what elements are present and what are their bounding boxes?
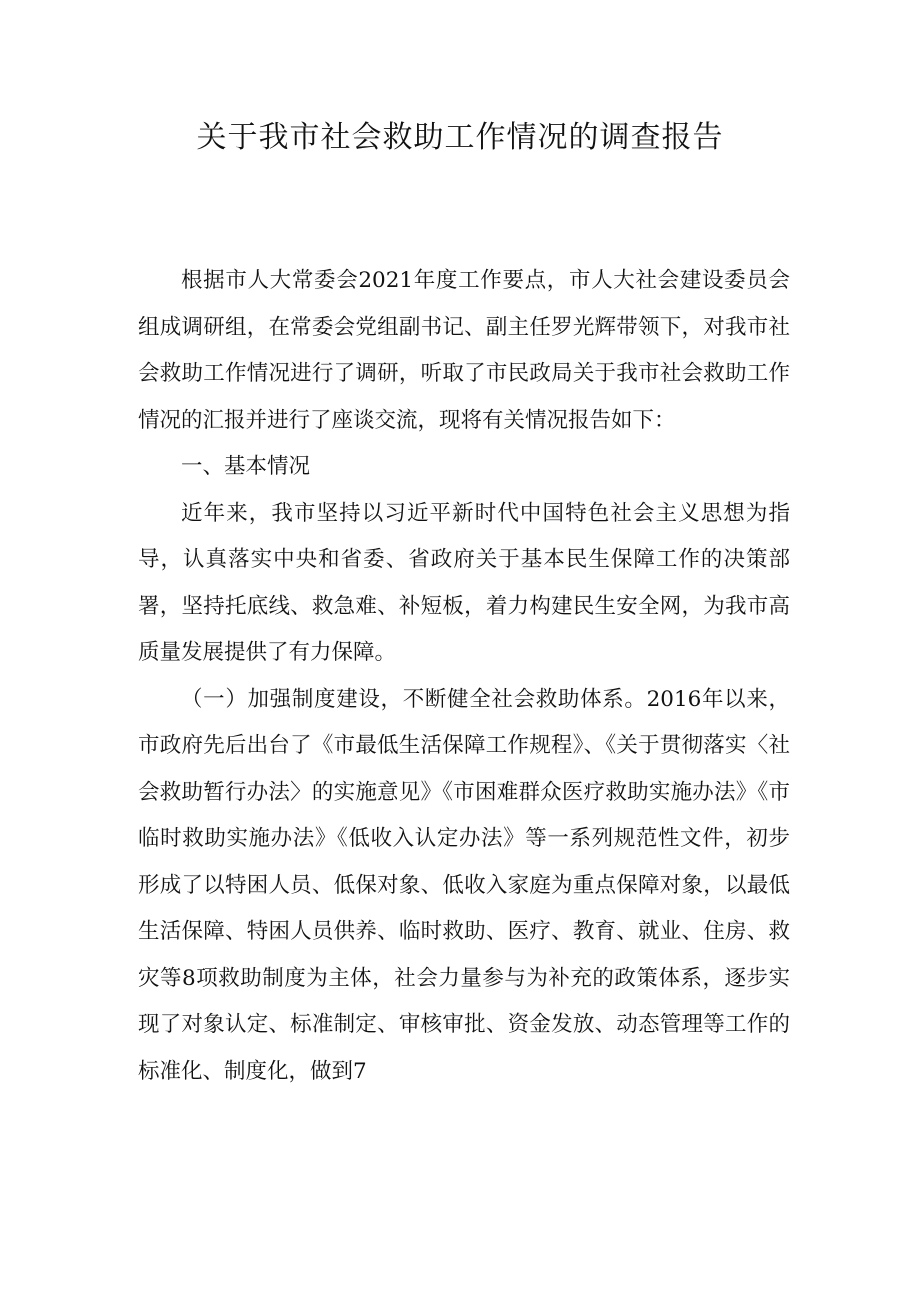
- intro-paragraph: 根据市人大常委会2021年度工作要点，市人大社会建设委员会组成调研组，在常委会党组副书记、副主任罗光辉带领下，对我市社会救助工作情况进行了调研，听取了市民政局关于我市社会救助工作情况的汇报并进行了座谈交流，现将有关情况报告如下：: [138, 268, 790, 433]
- institution-building-paragraph: （一）加强制度建设，不断健全社会救助体系。2016年以来，市政府先后出台了《市最低生活保障工作规程》、《关于贯彻落实〈社会救助暂行办法〉的实施意见》《市困难群众医疗救助实施办法》《市临时救助实施办法》《低收入认定办法》等一系列规范性文件，初步形成了以特困人员、低保对象、低收入家庭为重点保障对象，以最低生活保障、特困人员供养、临时救助、医疗、教育、就业、住房、救灾等8项救助制度为主体，社会力量参与为补充的政策体系，逐步实现了对象认定、标准制定、审核审批、资金发放、动态管理等工作的标准化、制度化，做到7: [138, 686, 790, 1084]
- overview-paragraph: 近年来，我市坚持以习近平新时代中国特色社会主义思想为指导，认真落实中央和省委、省政府关于基本民生保障工作的决策部署，坚持托底线、救急难、补短板，着力构建民生安全网，为我市高质量发展提供了有力保障。: [138, 500, 790, 665]
- section-heading-basic-situation: 一、基本情况: [181, 454, 311, 479]
- document-body: [138, 258, 790, 1095]
- document-title: 关于我市社会救助工作情况的调查报告: [196, 120, 724, 155]
